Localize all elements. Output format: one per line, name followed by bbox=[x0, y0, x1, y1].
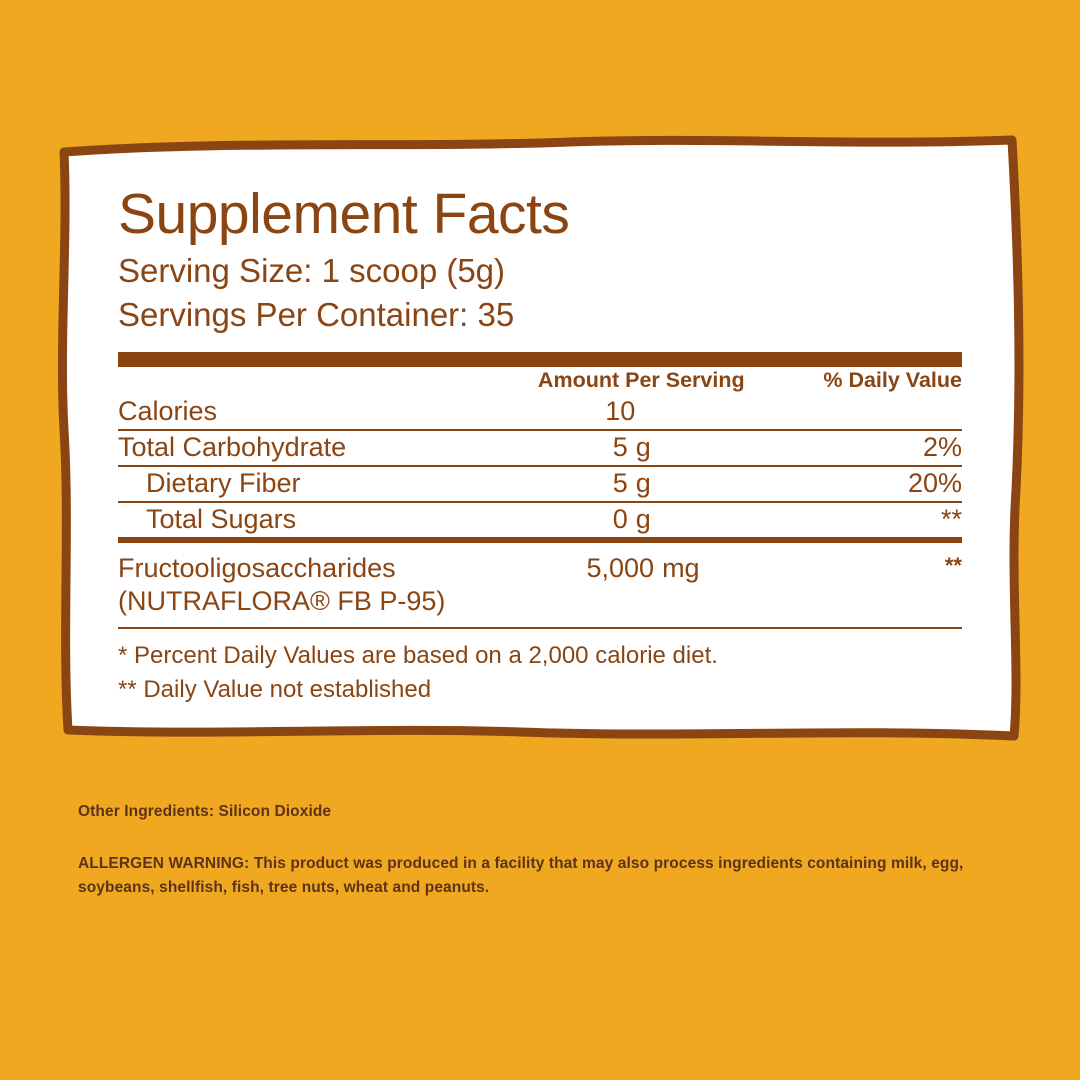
ingredient-amount bbox=[506, 553, 776, 584]
servings-per-container: Servings Per Container: 35 bbox=[118, 295, 515, 333]
row-amount bbox=[506, 395, 776, 430]
row-amount bbox=[506, 430, 776, 466]
row-daily-value: 2% bbox=[776, 430, 962, 466]
nutrition-table bbox=[118, 367, 962, 537]
other-ingredients: Other Ingredients: Silicon Dioxide bbox=[78, 803, 332, 820]
footnotes bbox=[118, 629, 962, 707]
row-amount-units: g bbox=[635, 468, 651, 499]
table-row bbox=[118, 430, 962, 466]
row-amount-value: 5 bbox=[612, 468, 628, 499]
row-name: Total Sugars bbox=[146, 504, 297, 535]
serving-size: Serving Size: 1 scoop (5g) bbox=[118, 252, 506, 289]
ingredient-block bbox=[118, 543, 962, 627]
header-nutrient bbox=[118, 367, 506, 395]
footnote-daily-value-basis: * Percent Daily Values are based on a 2,000 calorie diet. bbox=[118, 642, 718, 670]
header-amount-per-serving: Amount Per Serving bbox=[537, 368, 745, 393]
row-daily-value bbox=[776, 395, 962, 430]
panel-content bbox=[66, 146, 1014, 734]
row-name: Calories bbox=[118, 395, 506, 430]
thick-divider bbox=[118, 352, 962, 367]
row-amount-units: g bbox=[635, 504, 651, 535]
ingredient-subname: (NUTRAFLORA® FB P-95) bbox=[118, 586, 446, 617]
row-amount-value: 5 bbox=[612, 432, 628, 463]
page-title: Supplement Facts bbox=[118, 182, 570, 246]
row-amount bbox=[506, 502, 776, 537]
allergen-warning: ALLERGEN WARNING: This product was produced in a facility that may also process ingredients containing milk, egg, soybeans, shellfish, fish, tree nuts, wheat and peanuts. bbox=[78, 855, 964, 897]
table-row bbox=[118, 395, 962, 430]
row-amount bbox=[506, 466, 776, 502]
ingredient-amount-value: 5,000 bbox=[586, 553, 655, 584]
row-daily-value: ** bbox=[940, 504, 962, 535]
ingredient-amount-units: mg bbox=[662, 553, 700, 584]
ingredient-daily-value: ** bbox=[944, 553, 962, 579]
ingredient-name: Fructooligosaccharides bbox=[118, 553, 396, 584]
table-header-row bbox=[118, 367, 962, 395]
table-row bbox=[118, 466, 962, 502]
footnote-not-established: ** Daily Value not established bbox=[118, 676, 432, 704]
supplement-facts-panel bbox=[50, 130, 1030, 750]
row-amount-value: 0 bbox=[612, 504, 628, 535]
row-name: Dietary Fiber bbox=[118, 466, 506, 502]
table-row bbox=[118, 502, 962, 537]
bottom-text-block bbox=[78, 800, 988, 900]
header-daily-value: % Daily Value bbox=[823, 368, 962, 393]
row-daily-value: 20% bbox=[776, 466, 962, 502]
row-amount-units: g bbox=[635, 432, 651, 463]
row-amount-value: 10 bbox=[605, 396, 636, 427]
row-name: Total Carbohydrate bbox=[118, 430, 506, 466]
ingredient-row bbox=[118, 553, 962, 584]
